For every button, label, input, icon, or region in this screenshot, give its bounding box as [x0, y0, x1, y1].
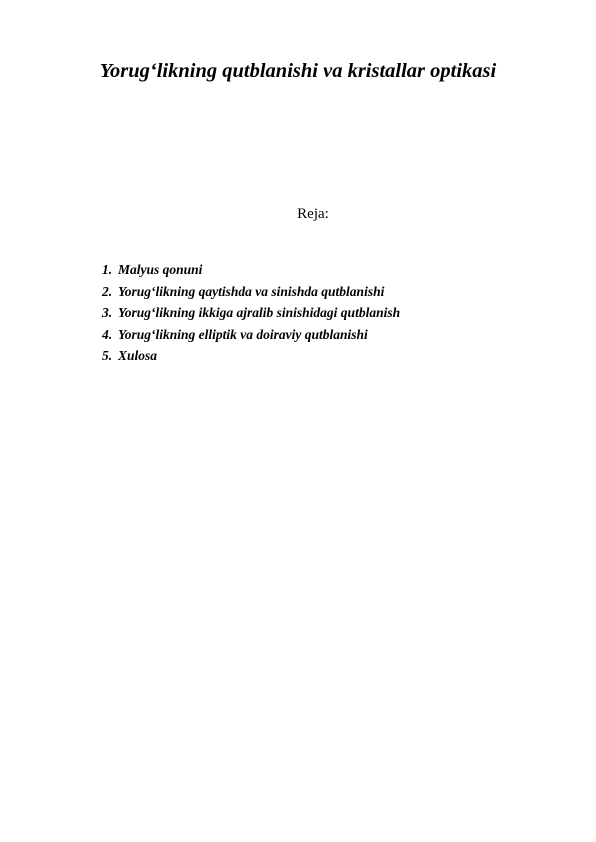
document-title: Yorug‘likning qutblanishi va kristallar optikasi: [99, 60, 497, 82]
plan-item-number: 5.: [102, 348, 113, 363]
plan-item-text: Yorug‘likning ikkiga ajralib sinishidagi qutblanish: [118, 305, 401, 320]
plan-item-number: 4.: [102, 326, 113, 342]
plan-item-text: Yorug‘likning qaytishda va sinishda qutblanishi: [118, 283, 385, 299]
plan-item-number: 2.: [102, 283, 113, 299]
plan-list: [102, 259, 400, 367]
plan-item-text: Xulosa: [118, 348, 158, 363]
plan-item-4: [102, 324, 400, 346]
plan-item-1: [102, 259, 400, 281]
plan-item-2: [102, 281, 400, 303]
plan-item-text: Yorug‘likning elliptik va doiraviy qutblanishi: [118, 326, 368, 342]
plan-item-3: [102, 302, 400, 324]
plan-item-number: 3.: [102, 305, 113, 320]
plan-heading: Reja:: [297, 206, 329, 222]
plan-item-number: 1.: [102, 262, 113, 277]
plan-item-text: Malyus qonuni: [118, 262, 203, 277]
plan-item-5: [102, 345, 400, 367]
